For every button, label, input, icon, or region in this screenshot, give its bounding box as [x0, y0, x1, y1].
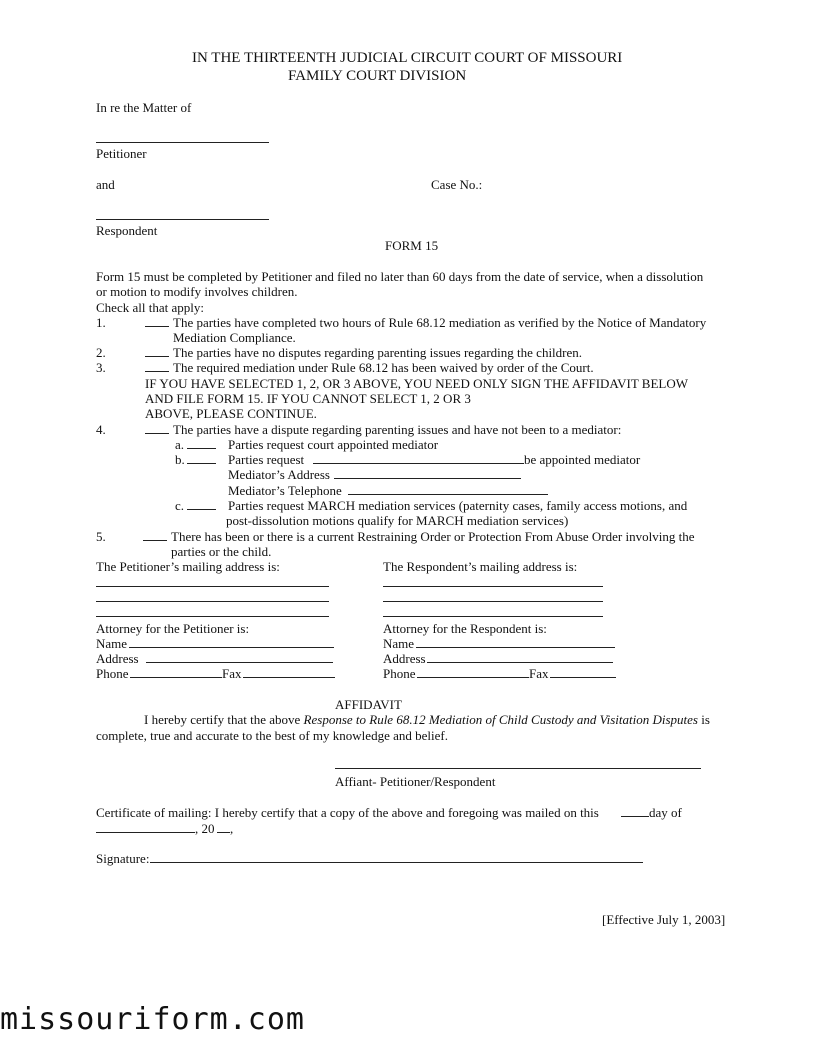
mailing-day-line[interactable]	[621, 816, 649, 817]
option-b-check-line[interactable]	[187, 463, 216, 464]
intro-line-2: or motion to modify involves children.	[96, 284, 298, 299]
day-of-label: day of	[649, 805, 682, 820]
petitioner-attorney-label: Attorney for the Petitioner is:	[96, 621, 250, 636]
instruction-notice: IF YOU HAVE SELECTED 1, 2, OR 3 ABOVE, YOU NEED ONLY SIGN THE AFFIDAVIT BELOW	[145, 376, 689, 391]
option-b-tail: be appointed mediator	[524, 452, 641, 467]
instruction-notice: ABOVE, PLEASE CONTINUE.	[145, 406, 317, 421]
item-number: 3.	[96, 360, 106, 375]
option-b-label: b.	[175, 452, 185, 467]
item-1-check-line[interactable]	[145, 326, 169, 327]
pet-attorney-name-label: Name	[96, 636, 128, 651]
signature-line[interactable]	[150, 862, 643, 863]
item-number: 1.	[96, 315, 106, 330]
year-suffix: ,	[230, 821, 234, 836]
year-prefix: , 20	[195, 821, 215, 836]
pet-attorney-fax-label: Fax	[222, 666, 242, 681]
pet-attorney-fax-line[interactable]	[243, 677, 335, 678]
item-3-text: The required mediation under Rule 68.12 has been waived by order of the Court.	[173, 360, 594, 375]
respondent-address-line[interactable]	[383, 616, 603, 617]
affidavit-statement-cont: complete, true and accurate to the best of my knowledge and belief.	[96, 728, 448, 743]
petitioner-address-line[interactable]	[96, 601, 329, 602]
resp-attorney-phone-label: Phone	[383, 666, 416, 681]
item-5-check-line[interactable]	[143, 540, 167, 541]
resp-attorney-phone-line[interactable]	[417, 677, 529, 678]
option-c-text: Parties request MARCH mediation services (paternity cases, family access motions, and	[228, 498, 688, 513]
pet-attorney-phone-line[interactable]	[130, 677, 222, 678]
affidavit-text-italic: Response to Rule 68.12 Mediation of Child Custody and Visitation Disputes	[303, 712, 698, 727]
affidavit-text-post: is	[697, 712, 710, 727]
petitioner-address-line[interactable]	[96, 586, 329, 587]
respondent-mailing-label: The Respondent’s mailing address is:	[383, 559, 578, 574]
resp-attorney-name-label: Name	[383, 636, 415, 651]
option-a-text: Parties request court appointed mediator	[228, 437, 439, 452]
option-a-check-line[interactable]	[187, 448, 216, 449]
check-all-label: Check all that apply:	[96, 300, 204, 315]
option-c-check-line[interactable]	[187, 509, 216, 510]
item-3-check-line[interactable]	[145, 371, 169, 372]
in-re-label: In re the Matter of	[96, 100, 192, 115]
mediator-address-line[interactable]	[334, 478, 521, 479]
petitioner-name-line[interactable]	[96, 142, 269, 143]
mailing-month-line[interactable]	[96, 832, 195, 833]
item-2-check-line[interactable]	[145, 356, 169, 357]
item-1-text: The parties have completed two hours of Rule 68.12 mediation as verified by the Notice of Mandatory	[173, 315, 707, 330]
item-5-text: There has been or there is a current Restraining Order or Protection From Abuse Order involving the	[171, 529, 695, 544]
petitioner-mailing-label: The Petitioner’s mailing address is:	[96, 559, 280, 574]
respondent-address-line[interactable]	[383, 601, 603, 602]
site-watermark: missouriform.com	[0, 1002, 305, 1037]
signature-label: Signature:	[96, 851, 150, 866]
court-heading: IN THE THIRTEENTH JUDICIAL CIRCUIT COURT OF MISSOURI	[192, 50, 623, 66]
item-2-text: The parties have no disputes regarding parenting issues regarding the children.	[173, 345, 583, 360]
pet-attorney-phone-label: Phone	[96, 666, 129, 681]
division-heading: FAMILY COURT DIVISION	[288, 68, 467, 84]
resp-attorney-name-line[interactable]	[416, 647, 615, 648]
intro-line-1: Form 15 must be completed by Petitioner and filed no later than 60 days from the date of service, when a dissolution	[96, 269, 704, 284]
option-a-label: a.	[175, 437, 185, 452]
item-number: 5.	[96, 529, 106, 544]
affiant-label: Affiant- Petitioner/Respondent	[335, 774, 496, 789]
pet-attorney-address-label: Address	[96, 651, 139, 666]
item-5-text-cont: parties or the child.	[171, 544, 272, 559]
option-b-text: Parties request	[228, 452, 305, 467]
affiant-signature-line[interactable]	[335, 768, 701, 769]
resp-attorney-address-line[interactable]	[427, 662, 613, 663]
mediator-name-line[interactable]	[313, 463, 524, 464]
mediator-telephone-line[interactable]	[348, 494, 548, 495]
item-4-check-line[interactable]	[145, 433, 169, 434]
pet-attorney-address-line[interactable]	[146, 662, 333, 663]
resp-attorney-fax-line[interactable]	[550, 677, 616, 678]
mediator-telephone-label: Mediator’s Telephone	[228, 483, 342, 498]
effective-date: [Effective July 1, 2003]	[602, 912, 726, 927]
respondent-name-line[interactable]	[96, 219, 269, 220]
respondent-attorney-label: Attorney for the Respondent is:	[383, 621, 547, 636]
case-number-label: Case No.:	[431, 177, 483, 192]
respondent-address-line[interactable]	[383, 586, 603, 587]
option-c-label: c.	[175, 498, 185, 513]
mailing-year-line[interactable]	[217, 832, 230, 833]
mediator-address-label: Mediator’s Address	[228, 467, 330, 482]
instruction-notice: AND FILE FORM 15. IF YOU CANNOT SELECT 1, 2 OR 3	[145, 391, 471, 406]
affidavit-title: AFFIDAVIT	[335, 697, 402, 712]
form-title: FORM 15	[385, 238, 439, 253]
resp-attorney-fax-label: Fax	[529, 666, 549, 681]
item-number: 2.	[96, 345, 106, 360]
affidavit-text-pre: I hereby certify that the above	[144, 712, 304, 727]
item-1-text-cont: Mediation Compliance.	[173, 330, 296, 345]
respondent-label: Respondent	[96, 223, 158, 238]
petitioner-label: Petitioner	[96, 146, 147, 161]
petitioner-address-line[interactable]	[96, 616, 329, 617]
resp-attorney-address-label: Address	[383, 651, 426, 666]
item-4-text: The parties have a dispute regarding parenting issues and have not been to a mediator:	[173, 422, 622, 437]
option-c-text-cont: post-dissolution motions qualify for MARCH mediation services)	[226, 513, 569, 528]
and-label: and	[96, 177, 115, 192]
certificate-text: Certificate of mailing: I hereby certify that a copy of the above and foregoing was mailed on this	[96, 805, 599, 820]
pet-attorney-name-line[interactable]	[129, 647, 334, 648]
affidavit-statement	[144, 712, 710, 727]
item-number: 4.	[96, 422, 106, 437]
